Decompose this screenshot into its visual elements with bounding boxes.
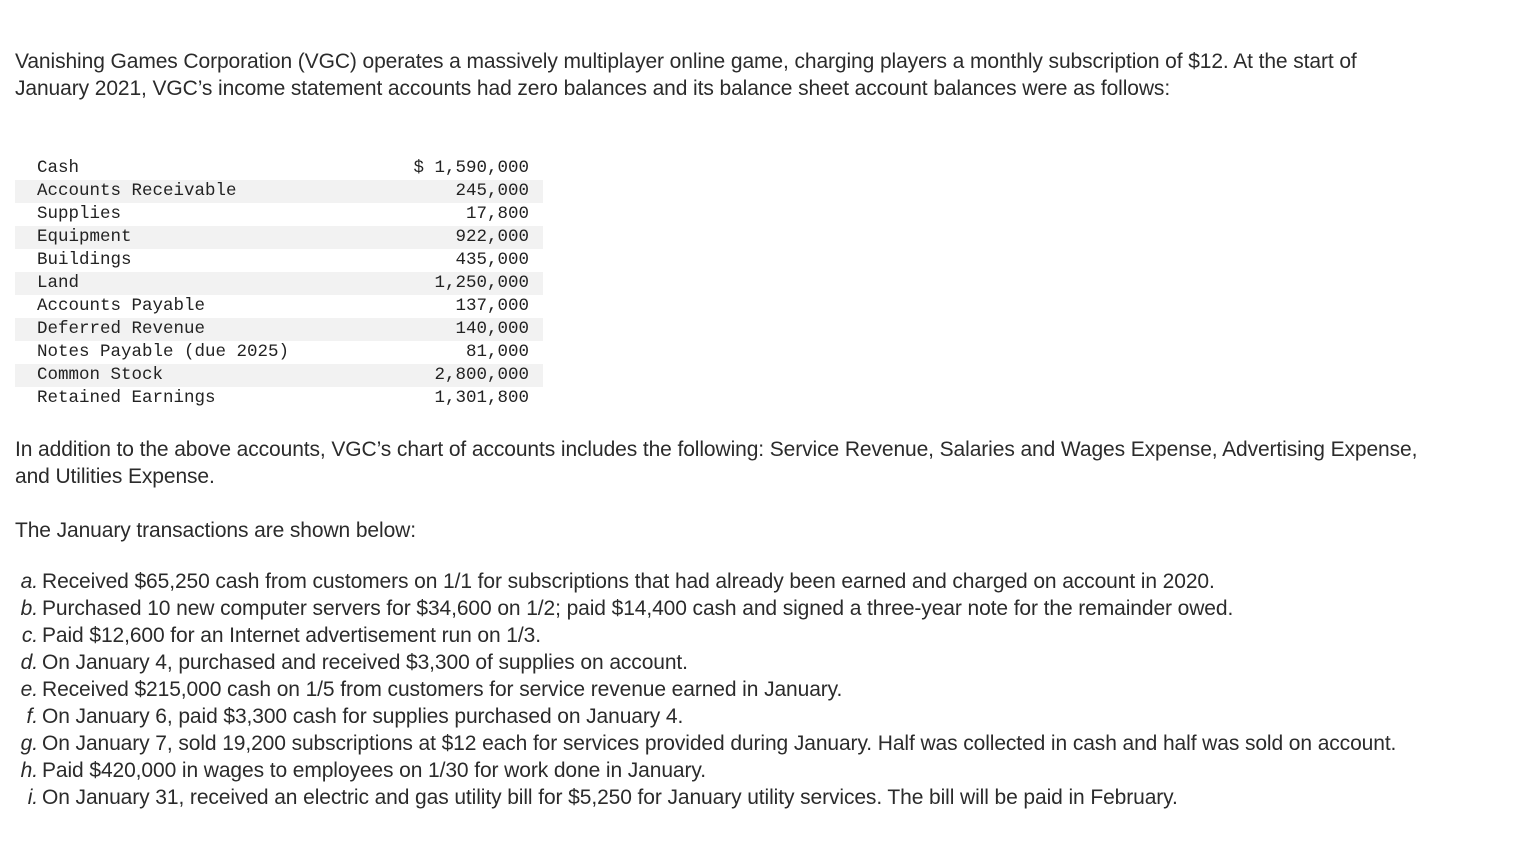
account-amount: 137,000 [455,296,529,316]
account-name: Accounts Payable [37,296,206,316]
list-item [0,595,1420,622]
account-name: Common Stock [15,364,383,387]
item-marker: g. [20,732,38,755]
table-row [15,180,543,203]
transactions-heading: The January transactions are shown below: [15,519,416,542]
item-marker: e. [20,678,38,701]
item-marker: i. [27,786,38,809]
account-amount: 1,301,800 [434,388,529,408]
account-amount: 922,000 [383,226,543,249]
table-row [15,272,543,295]
table-row [15,387,543,410]
account-amount: 17,800 [465,204,529,224]
table-row [15,226,543,249]
item-marker: c. [21,624,38,647]
item-marker: b. [20,597,38,620]
list-item [0,622,1420,649]
item-text: Paid $420,000 in wages to employees on 1/30 for work done in January. [42,759,706,782]
account-name: Buildings [37,250,132,270]
chart-of-accounts-note: In addition to the above accounts, VGC’s chart of accounts includes the following: Service Revenue, Salaries and Wages Expense, Advertising Expense, and Utilities Expense. [15,438,1418,488]
table-row [15,249,543,272]
item-text: On January 6, paid $3,300 cash for supplies purchased on January 4. [42,705,684,728]
account-amount: 2,800,000 [383,364,543,387]
item-text: Received $215,000 cash on 1/5 from customers for service revenue earned in January. [42,678,843,701]
list-item [0,757,1420,784]
account-amount: 140,000 [383,318,543,341]
account-name: Supplies [37,204,122,224]
item-text: Paid $12,600 for an Internet advertisement run on 1/3. [42,624,541,647]
item-text: On January 7, sold 19,200 subscriptions at $12 each for services provided during January. Half was collected in cash and half was sold on account. [42,732,1397,755]
table-row [15,364,543,387]
account-name: Retained Earnings [37,388,216,408]
account-name: Deferred Revenue [15,318,383,341]
account-amount: $ 1,590,000 [413,158,529,178]
table-row [15,318,543,341]
table-row [15,341,543,364]
list-item [0,649,1420,676]
item-text: Purchased 10 new computer servers for $34,600 on 1/2; paid $14,400 cash and signed a three-year note for the remainder owed. [42,597,1234,620]
table-row [15,295,543,318]
transactions-list [0,568,1420,811]
item-marker: d. [20,651,38,674]
list-item [0,568,1420,595]
account-name: Accounts Receivable [15,180,383,203]
intro-paragraph: Vanishing Games Corporation (VGC) operates a massively multiplayer online game, charging players a monthly subscription of $12. At the start of January 2021, VGC’s income statement accounts had zero balances and its balance sheet account balances were as follows: [15,50,1357,100]
list-item [0,784,1420,811]
item-marker: f. [26,705,38,728]
item-marker: h. [20,759,38,782]
account-name: Equipment [15,226,383,249]
list-item [0,730,1420,757]
account-name: Land [15,272,383,295]
account-name: Cash [37,158,80,178]
account-amount: 435,000 [455,250,529,270]
account-amount: 245,000 [383,180,543,203]
account-amount: 1,250,000 [383,272,543,295]
account-amount: 81,000 [465,342,529,362]
table-row [15,203,543,226]
item-text: On January 31, received an electric and gas utility bill for $5,250 for January utility services. The bill will be paid in February. [42,786,1178,809]
table-row [15,157,543,180]
item-text: On January 4, purchased and received $3,300 of supplies on account. [42,651,688,674]
list-item [0,703,1420,730]
item-text: Received $65,250 cash from customers on 1/1 for subscriptions that had already been earned and charged on account in 2020. [42,570,1215,593]
list-item [0,676,1420,703]
account-balances-table [15,157,543,410]
item-marker: a. [20,570,38,593]
account-name: Notes Payable (due 2025) [37,342,290,362]
